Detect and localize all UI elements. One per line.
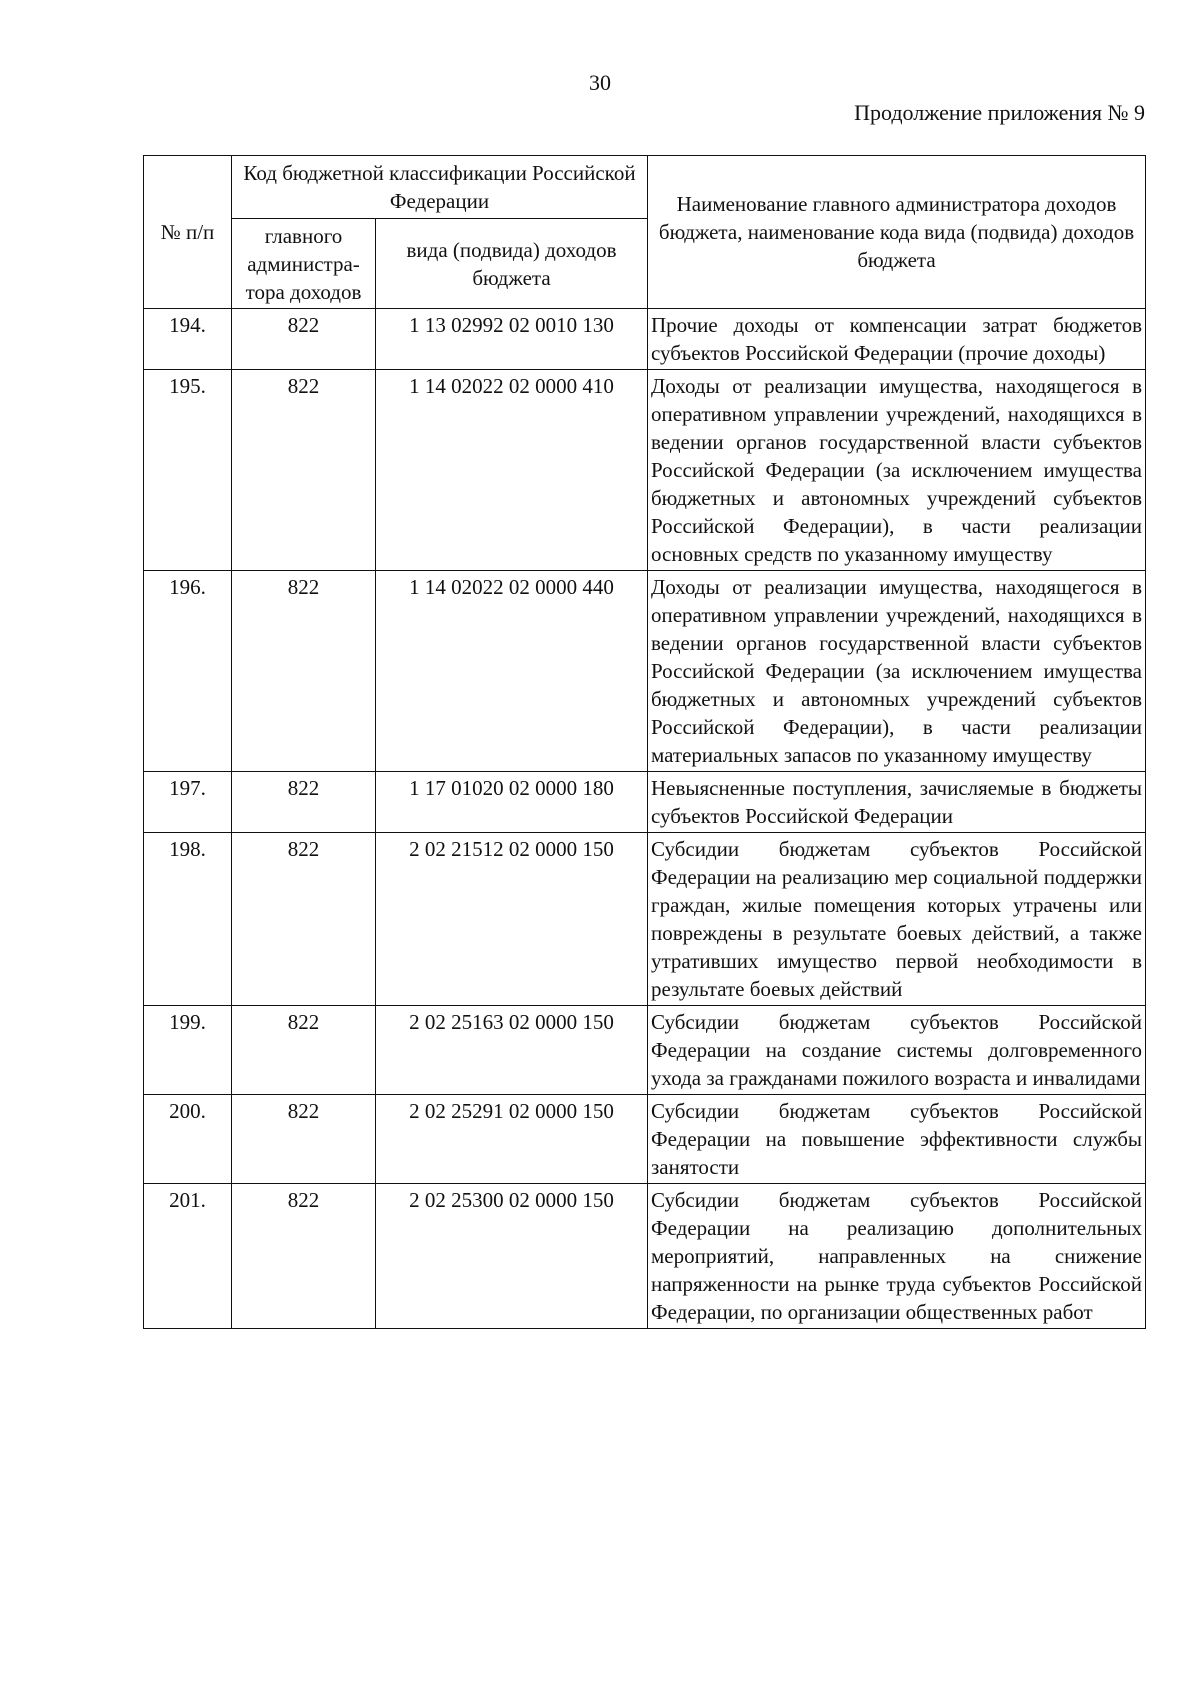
row-income-code: 1 14 02022 02 0000 440 [376,571,648,772]
row-name: Субсидии бюджетам субъектов Российской Федерации на реализацию мер социальной поддержки граждан, жилые помещения которых утрачены или повреждены в результате боевых действий, а также утративших имущество первой необходимости в результате боевых действий [648,833,1146,1006]
table-row [144,772,1146,833]
table-body [144,309,1146,1329]
row-number: 196. [144,571,232,772]
row-name: Доходы от реализации имущества, находящегося в оперативном управлении учреждений, находящихся в ведении органов государственной власти субъектов Российской Федерации (за исключением имущества бюджетных и автономных учреждений субъектов Российской Федерации), в части реализации материальных запасов по указанному имуществу [648,571,1146,772]
table-row [144,1184,1146,1329]
row-admin-code: 822 [232,1095,376,1184]
row-admin-code: 822 [232,772,376,833]
row-number: 195. [144,370,232,571]
row-income-code: 2 02 25300 02 0000 150 [376,1184,648,1329]
row-income-code: 1 14 02022 02 0000 410 [376,370,648,571]
table-row [144,833,1146,1006]
row-name: Субсидии бюджетам субъектов Российской Федерации на создание системы долговременного ухода за гражданами пожилого возраста и инвалидами [648,1006,1146,1095]
row-name: Доходы от реализации имущества, находящегося в оперативном управлении учреждений, находящихся в ведении органов государственной власти субъектов Российской Федерации (за исключением имущества бюджетных и автономных учреждений субъектов Российской Федерации), в части реализации основных средств по указанному имуществу [648,370,1146,571]
row-admin-code: 822 [232,309,376,370]
row-income-code: 1 13 02992 02 0010 130 [376,309,648,370]
row-number: 194. [144,309,232,370]
row-name: Субсидии бюджетам субъектов Российской Федерации на реализацию дополнительных мероприятий, направленных на снижение напряженности на рынке труда субъектов Российской Федерации, по организации общественных работ [648,1184,1146,1329]
row-name: Прочие доходы от компенсации затрат бюджетов субъектов Российской Федерации (прочие доходы) [648,309,1146,370]
table-row [144,1095,1146,1184]
row-name: Субсидии бюджетам субъектов Российской Федерации на повышение эффективности службы занятости [648,1095,1146,1184]
row-admin-code: 822 [232,1184,376,1329]
row-income-code: 2 02 21512 02 0000 150 [376,833,648,1006]
row-number: 200. [144,1095,232,1184]
budget-classification-table [143,155,1146,1329]
row-admin-code: 822 [232,833,376,1006]
row-number: 197. [144,772,232,833]
row-number: 198. [144,833,232,1006]
row-number: 201. [144,1184,232,1329]
row-income-code: 2 02 25291 02 0000 150 [376,1095,648,1184]
header-number: № п/п [144,156,232,309]
table-row [144,571,1146,772]
page-number: 30 [589,70,611,95]
table-row [144,370,1146,571]
header-income-code: вида (подвида) доходов бюджета [376,219,648,309]
row-number: 199. [144,1006,232,1095]
header-admin-code: главного администра-тора доходов [232,219,376,309]
header-classification-code: Код бюджетной классификации Российской Федерации [232,156,648,219]
row-name: Невыясненные поступления, зачисляемые в бюджеты субъектов Российской Федерации [648,772,1146,833]
table-row [144,1006,1146,1095]
appendix-continuation-note: Продолжение приложения № 9 [854,100,1145,125]
row-income-code: 2 02 25163 02 0000 150 [376,1006,648,1095]
row-admin-code: 822 [232,1006,376,1095]
header-name: Наименование главного администратора доходов бюджета, наименование кода вида (подвида) доходов бюджета [648,156,1146,309]
table-row [144,309,1146,370]
row-income-code: 1 17 01020 02 0000 180 [376,772,648,833]
row-admin-code: 822 [232,571,376,772]
table-header [144,156,1146,309]
row-admin-code: 822 [232,370,376,571]
